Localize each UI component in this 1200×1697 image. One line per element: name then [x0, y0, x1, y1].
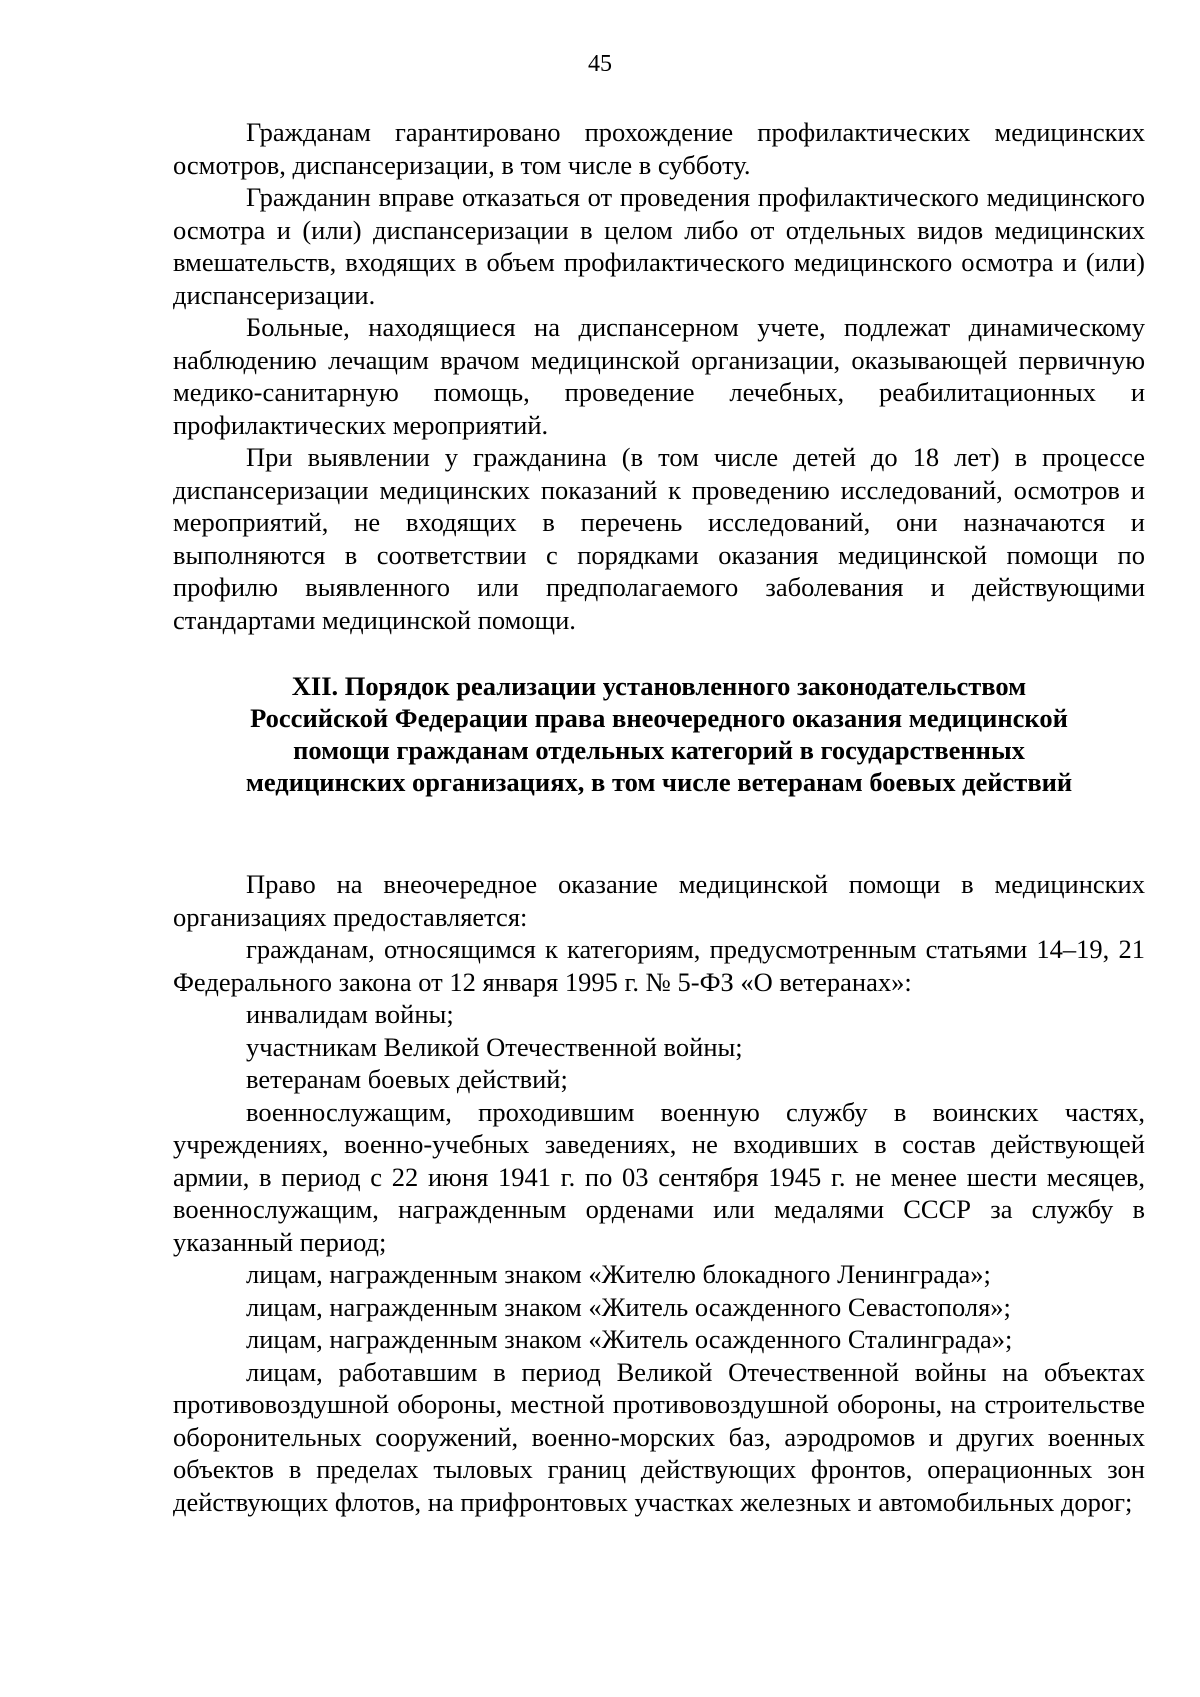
- paragraph: Гражданин вправе отказаться от проведения профилактического медицинского осмотра и (или) диспансеризации в целом либо от отдельных видов медицинских вмешательств, входящих в объем профилактического медицинского осмотра и (или) диспансеризации.: [173, 182, 1145, 310]
- list-item: лицам, награжденным знаком «Жителю блокадного Ленинграда»;: [246, 1259, 991, 1289]
- list-item: лицам, работавшим в период Великой Отечественной войны на объектах противовоздушной обороны, местной противовоздушной обороны, на строительстве оборонительных сооружений, военно-морских баз, аэродромов и других военных объектов в пределах тыловых границ действующих фронтов, операционных зон действующих флотов, на прифронтовых участках железных и автомобильных дорог;: [173, 1356, 1145, 1517]
- paragraph: Больные, находящиеся на диспансерном учете, подлежат динамическому наблюдению лечащим врачом медицинской организации, оказывающей первичную медико-санитарную помощь, проведение лечебных, реабилитационных и профилактических мероприятий.: [173, 312, 1145, 440]
- paragraph: Гражданам гарантировано прохождение профилактических медицинских осмотров, диспансеризации, в том числе в субботу.: [173, 117, 1145, 180]
- body-text-top: [173, 116, 1145, 636]
- section-heading-line: XII. Порядок реализации установленного законодательством: [291, 671, 1027, 701]
- list-item: ветеранам боевых действий;: [246, 1064, 568, 1094]
- section-heading: [173, 670, 1145, 798]
- section-heading-line: Российской Федерации права внеочередного оказания медицинской: [250, 703, 1068, 733]
- section-heading-line: помощи гражданам отдельных категорий в государственных: [293, 735, 1025, 765]
- list-item: участникам Великой Отечественной войны;: [246, 1031, 743, 1062]
- list-item: лицам, награжденным знаком «Житель осажденного Севастополя»;: [246, 1291, 1011, 1322]
- paragraph: При выявлении у гражданина (в том числе детей до 18 лет) в процессе диспансеризации медицинских показаний к проведению исследований, осмотров и мероприятий, не входящих в перечень исследований, они назначаются и выполняются в соответствии с порядками оказания медицинской помощи по профилю выявленного или предполагаемого заболевания и действующими стандартами медицинской помощи.: [173, 442, 1145, 635]
- paragraph: гражданам, относящимся к категориям, предусмотренным статьями 14–19, 21 Федерального закона от 12 января 1995 г. № 5-ФЗ «О ветеранах»:: [173, 934, 1145, 997]
- page-number: 45: [588, 51, 612, 77]
- list-item: лицам, награжденным знаком «Житель осажденного Сталинграда»;: [246, 1324, 1013, 1354]
- list-item: военнослужащим, проходившим военную службу в воинских частях, учреждениях, военно-учебных заведениях, не входивших в состав действующей армии, в период с 22 июня 1941 г. по 03 сентября 1945 г. не менее шести месяцев, военнослужащим, награжденным орденами или медалями СССР за службу в указанный период;: [173, 1096, 1145, 1257]
- list-item: инвалидам войны;: [246, 999, 454, 1029]
- body-text-bottom: [173, 868, 1145, 1518]
- section-heading-line: медицинских организациях, в том числе ветеранам боевых действий: [245, 767, 1073, 797]
- paragraph: Право на внеочередное оказание медицинской помощи в медицинских организациях предоставляется:: [173, 869, 1145, 932]
